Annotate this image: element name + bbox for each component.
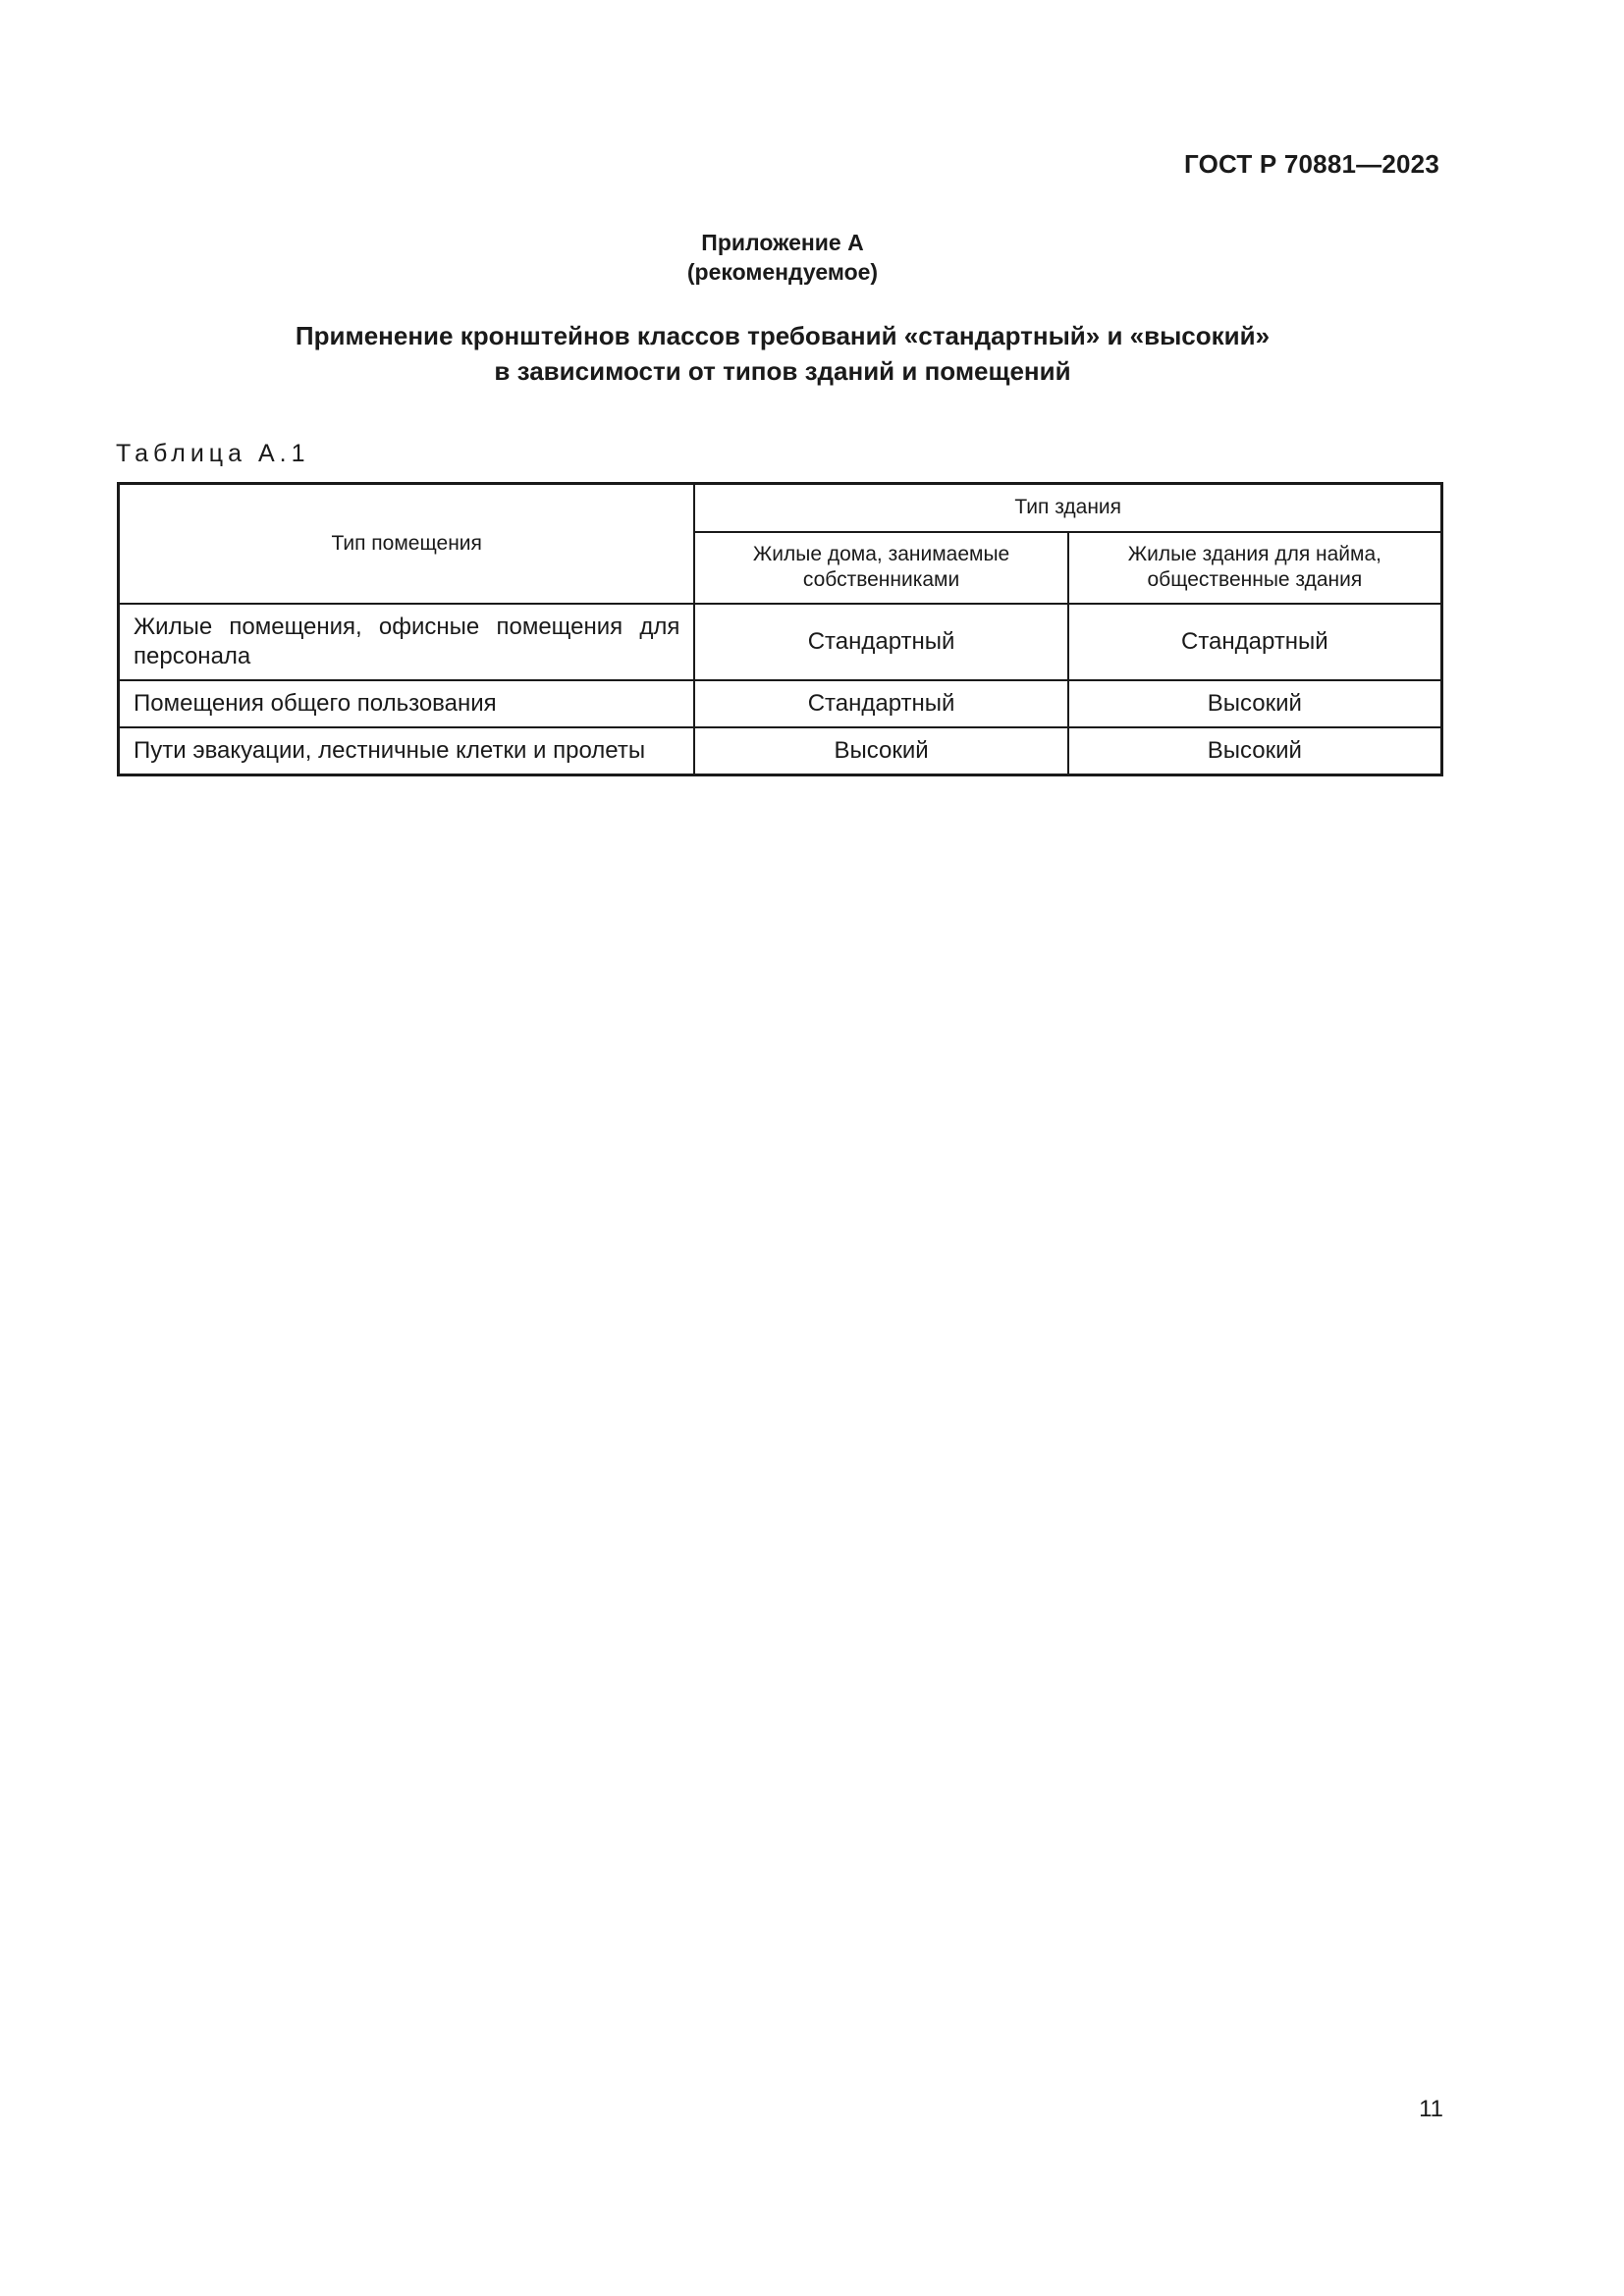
appendix-title-block bbox=[0, 228, 1565, 287]
appendix-heading-line-2: в зависимости от типов зданий и помещений bbox=[494, 356, 1071, 386]
table-caption: Таблица А.1 bbox=[116, 440, 310, 467]
row-room-type: Помещения общего пользования bbox=[119, 680, 695, 727]
table-row bbox=[119, 604, 1442, 680]
appendix-heading bbox=[0, 318, 1565, 389]
cell-rental-class: Высокий bbox=[1068, 727, 1442, 775]
row-room-type: Пути эвакуации, лестничные клетки и пролеты bbox=[119, 727, 695, 775]
appendix-title: Приложение А bbox=[701, 230, 864, 255]
bracket-class-table bbox=[117, 482, 1443, 776]
cell-rental-class: Высокий bbox=[1068, 680, 1442, 727]
table-header-row bbox=[119, 484, 1442, 532]
document-code: ГОСТ Р 70881—2023 bbox=[1184, 149, 1439, 179]
table-row bbox=[119, 680, 1442, 727]
header-rental-public: Жилые здания для найма, общественные здания bbox=[1068, 532, 1442, 604]
table-row bbox=[119, 727, 1442, 775]
cell-rental-class: Стандартный bbox=[1068, 604, 1442, 680]
row-room-type: Жилые помещения, офисные помещения для персонала bbox=[119, 604, 695, 680]
cell-owner-class: Стандартный bbox=[694, 604, 1067, 680]
cell-owner-class: Высокий bbox=[694, 727, 1067, 775]
header-building-type: Тип здания bbox=[694, 484, 1441, 532]
header-owner-occupied: Жилые дома, занимаемые собственниками bbox=[694, 532, 1067, 604]
header-room-type: Тип помещения bbox=[119, 484, 695, 605]
cell-owner-class: Стандартный bbox=[694, 680, 1067, 727]
page-number: 11 bbox=[1419, 2096, 1443, 2122]
appendix-heading-line-1: Применение кронштейнов классов требований «стандартный» и «высокий» bbox=[295, 321, 1271, 350]
appendix-status: (рекомендуемое) bbox=[686, 259, 879, 285]
